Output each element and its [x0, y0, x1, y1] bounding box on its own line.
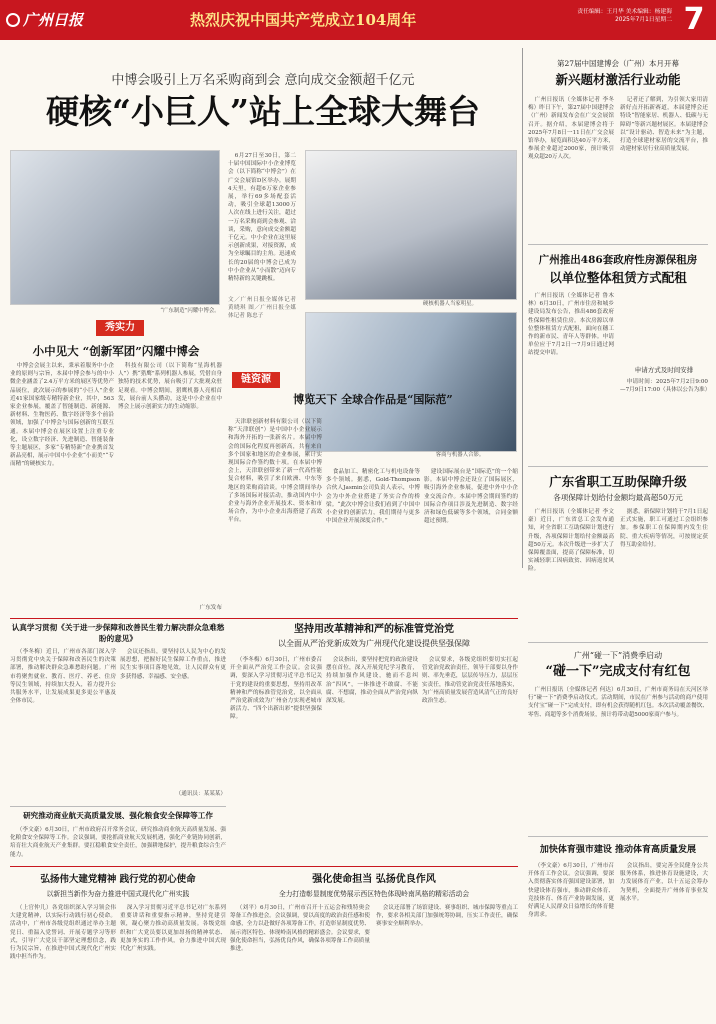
right-b-list-title: 申请方式及时间安排 [634, 366, 694, 374]
section-d-text-3: 会议要求，各级党组织要切实扛起管党治党政治责任，领导干部要以身作则、率先垂范，层层传导压力，层层压实责任，推动管党治党责任落地落实，为广州高质量发展营造风清气正的良好政治生态。 [422, 657, 518, 705]
section-f-title: 弘扬伟大建党精神 践行党的初心使命 [40, 874, 196, 885]
lead-intro [228, 152, 296, 310]
section-h-body-2 [620, 862, 708, 1018]
section-g-title: 强化使命担当 弘扬优良作风 [312, 874, 436, 885]
section-b-text: 天津联创新材料有限公司（以下简称“天津联创”）是中国中小企业展示和海外开拓的一张新名片。本届中博会的国际化程度再创新高，共有来自多个国家和地区的企业参展，累计实现国际合作签约数十项。在本届中博会上，天津联创带来了新一代高性能复合材料，吸引了来自欧洲、中东等地区的采购商洽谈。中博会期间举办了多场国际对接活动，推动国内中小企业与海外企业开展技术、资本和市场合作，为中小企业出海搭建了高效平台。 [228, 419, 322, 524]
lead-kicker: 中博会吸引上万名采购商到会 意向成交金额超千亿元 [111, 73, 415, 88]
right-d-kicker: 广州“碰一下”消费季启动 [573, 651, 663, 660]
section-tag-resources: 链资源 [232, 372, 280, 388]
section-h-text-2: 会议指出，要完善全民健身公共服务体系，推进体育设施建设，大力发展体育产业，以十五运会筹办为契机，全面提升广州体育事业发展水平。 [620, 863, 708, 902]
section-b-body-2 [326, 468, 420, 614]
section-a-text: 中博会会展主以来，秉承着服务中小企业的原则与宗旨，本届中博会参与的中小微企业涵盖了2.4万平方米的展区等优势产品展位，此次展示的参展的“小巨人”企业近41家国家级专精特新企业，其中，563家企业参展，覆盖了智能制造、新能源、新材料、生物医药、数字经济等多个前沿领域，加强了中博会与国际创新的互联互通。本届中博会在展区设置上注重专业化，设立数字经济、先进制造、智能装备等主题展区，多家“专精特新”企业携首发新品亮相，展示中国中小企业“小而美”“专而精”的硬核实力。 [10, 363, 114, 468]
right-a-kicker: 第27届中国建博会（广州）本月开幕 [556, 59, 680, 68]
photo-2-caption: 硬核机器人当家明星。 [423, 301, 477, 307]
right-c-subtitle: 各项保障计划给付金额均最高超50万元 [553, 493, 683, 502]
section-d-body-2 [326, 656, 418, 856]
logo-text: 广州日报 [23, 11, 84, 29]
right-divider-1 [528, 244, 708, 245]
section-g-text: （刘平）6月30日，广州市召开十五运会和残特奥会筹备工作推进会。会议强调，要以高度的政治责任感和使命感，全力以赴做好各项筹备工作，打造彰显制度优势、展示湾区特色、体现岭南风格的精彩盛会。会议要求，要强化使命担当，弘扬优良作风，确保各项筹备工作高质量推进。 [230, 905, 370, 953]
right-d-text: 广州日报讯（全媒体记者 何达）6月30日，广州市商务局在天河区举行“碰一下”消费季启动仪式。活动期间，市民在广州参与活动的商户使用支付宝“碰一下”完成支付，即有机会获得随机红包。本次活动覆盖餐饮、零售、商超等多个消费场景，预计将带动超5000家商户参与。 [528, 687, 708, 718]
section-g-body [230, 904, 370, 1018]
photo-3-caption: 客商与机器人合影。 [435, 452, 485, 458]
banner-title: 热烈庆祝中国共产党成立104周年 [190, 11, 417, 29]
page-number: 7 [683, 2, 705, 37]
right-c-body [528, 508, 614, 618]
right-b-title: 广州推出486套政府性房源保租房 [538, 254, 698, 266]
section-h-text: （李文豪）6月30日，广州市召开体育工作会议。会议强调，要深入贯彻落实体育强国建设部署，加快建设体育强市，推动群众体育、竞技体育、体育产业协调发展，更好满足人民群众日益增长的体育健身需求。 [528, 863, 614, 919]
section-e-body [10, 826, 226, 864]
right-b-list [620, 378, 711, 458]
section-e-title: 研究推动商业航天高质量发展、强化粮食安全保障等工作 [23, 811, 213, 820]
column-divider [522, 48, 523, 568]
right-c-text: 广州日报讯（全媒体记者 李文豪）近日，广东省总工会发布通知，对全省职工互助保障计划进行升级，各项保障计划给付金额最高超50万元。本次升级进一步扩大了保障覆盖面，提高了保障标准，切实减轻职工因病致贫、因病返贫风险。 [528, 509, 614, 573]
right-divider-4 [528, 836, 708, 837]
editor-line: 责任编辑：王月华 美术编辑：杨建海 [577, 9, 672, 15]
lead-intro-text: 6月27日至30日，第二十届中国国际中小企业博览会（以下简称“中博会”）在广交会展馆D区举办。展期4天里，有超6万家企业参展，举行69多场配套活动，吸引全球超13000万人次在线上进行关注，超过一万名采购商到会参观、洽谈，采购，意向成交金额超千亿元。中小企业在这里展示创新成果，对接资源，成为全球瞩目的主角。迅速成长的20届的中博会已成为中小企业从“小而散”迈向专精特新的关键跳板。 [228, 153, 296, 283]
section-a-credit: 广东发布 [199, 605, 222, 611]
photo-1-caption: “广东制造”闪耀中博会。 [160, 308, 220, 314]
section-b-body [228, 418, 322, 614]
section-d-subtitle: 以全面从严治党新成效为广州现代化建设提供坚强保障 [278, 639, 470, 648]
editor-info [560, 8, 672, 32]
right-a-title: 新兴题材激活行业动能 [555, 72, 681, 87]
right-d-title: “碰一下”完成支付有红包 [545, 664, 691, 679]
section-c-body-2 [120, 648, 226, 788]
section-g-body-2 [376, 904, 518, 1018]
lead-headline: 硬核“小巨人”站上全球大舞台 [46, 92, 480, 131]
right-b-body [528, 292, 614, 462]
section-g-text-2: 会议还部署了场馆建设、赛事组织、城市保障等重点工作，要求各相关部门加强统筹协调，压实工作责任，确保赛事安全顺利举办。 [376, 905, 518, 928]
right-divider-3 [528, 642, 708, 643]
section-c-title: 认真学习贯彻《关于进一步保障和改善民生着力解决群众急难愁盼的意见》 [11, 623, 225, 643]
right-a-body [528, 96, 614, 238]
right-a-text-2: 记者还了解到，为引领大家用清新好点开拓新赛道，本届建博会还特设“智能家居、机器人、低碳与无障碍”等新兴题材展区。本届建博会以“设计驱动、智造未来”为主题，打造全球建材家居的交流平台，推动建材家居行业高质量发展。 [620, 97, 708, 153]
section-c-credit: （通讯员：某某某） [175, 791, 226, 797]
right-b-text: 广州日报讯（全媒体记者 鲁木林）6月30日，广州市住房和城乡建设局发布公告，推出486套政府性保障性租赁住房。本次房源以单位整体租赁方式配租，面向在穗工作的新市民、青年人等群体。申请单位应于7月2日一7月9日通过网站提交申请。 [528, 293, 614, 357]
right-b-list-text: 申请时间：2025年7月2日9:00—7月9日17:00（具体以公告为准） [620, 379, 711, 394]
right-c-text-2: 据悉，新保障计划将于7月1日起正式实施，职工可通过工会组织参加。参保职工在保障期内发生住院、重大疾病等情况，可按规定获得互助金给付。 [620, 509, 708, 548]
section-e-text: （李文豪）6月30日，广州市政府召开常务会议，研究推动商业航天高质量发展、强化粮食安全保障等工作。会议强调，要抢抓商业航天发展机遇，强化产业链协同创新，培育壮大商业航天产业集群。要扛稳粮食安全责任，加强耕地保护，提升粮食综合生产能力。 [10, 827, 226, 858]
lead-photo-2 [305, 150, 517, 300]
section-g-subtitle: 全力打造彰显制度优势展示西区特色体现岭南风格的精彩活动会 [278, 890, 470, 898]
section-b-body-3 [424, 468, 518, 614]
section-b-text-2: 食品加工、精密化工与机电设备等多个领域。据悉，Gold-Thompson合伙人Jasmin公司负责人表示，中博会为中外企业搭建了务实合作的桥梁。“此次中博会让我们看到了中国中小企业的创新活力，我们期待与更多中国企业开展深度合作。” [326, 469, 420, 525]
lead-credit: 文／广州日报全媒体记者 黄晓琪 图／广州日报全媒体记者 陈忠子 [228, 297, 296, 320]
section-a-text-2: 科技有限公司（以下简称“星海机器人”）携“猎鹰”系列机器人参展，凭借自身独特的技术优势，展台吸引了大批观众驻足观看。中博会期间，猎鹰机器人亮相首发，展台前人头攒动，这是中小企业在中博会上展示创新实力的生动缩影。 [118, 363, 222, 411]
section-d-text: （李冬梅）6月30日，广州市委召开全面从严治党工作会议。会议强调，要深入学习贯彻习近平总书记关于党的建设的重要思想，坚持用改革精神和严的标准管党治党，以全面从严治党新成效为广州奋力实现老城市新活力、“四个出新出彩”提供坚强保障。 [230, 657, 322, 721]
section-f-text: （上官仲儿）各党组织深入学习领会伟大建党精神，以实际行动践行初心使命。活动中，广州市各级党组织通过举办主题党日、重温入党誓词、开展专题学习等形式，引导广大党员干部坚定理想信念，践行为民宗旨，在推进中国式现代化广州实践中担当作为。 [10, 905, 116, 961]
section-d-body [230, 656, 322, 856]
section-b-text-3: 建设国际展台是“国际范”的一个缩影。本届中博会还设立了国际展区，吸引海外企业参展，促进中外中小企业交流合作。本届中博会期间签约的国际合作项目涉及先进制造、数字经济和绿色低碳等多个领域，合同金额超过预期。 [424, 469, 518, 525]
right-b-subtitle: 以单位整体租赁方式配租 [549, 270, 687, 285]
right-c-body-2 [620, 508, 708, 618]
right-d-body [528, 686, 708, 832]
logo-emblem-icon [6, 13, 20, 27]
section-f-body [10, 904, 116, 1018]
lead-photo-1 [10, 150, 220, 305]
section-tag-strength: 秀实力 [96, 320, 144, 336]
section-h-body [528, 862, 614, 1018]
date-line: 2025年7月1日星期二 [615, 17, 672, 23]
section-d-text-2: 会议指出，要坚持把党的政治建设摆在首位，深入开展党纪学习教育，持续加强作风建设，驰而不息纠治“四风”，一体推进不敢腐、不能腐、不想腐，推动全面从严治党向纵深发展。 [326, 657, 418, 705]
section-d-body-3 [422, 656, 518, 856]
section-h-title: 加快体育强市建设 推动体育高质量发展 [539, 845, 697, 855]
section-f-body-2 [120, 904, 226, 1018]
section-a-body [10, 362, 114, 610]
mid-bottom-rule [10, 866, 518, 867]
lead-bottom-rule [10, 618, 518, 619]
right-c-title: 广东省职工互助保障升级 [549, 474, 687, 489]
section-b-title: 博览天下 全球合作品是“国际范” [293, 393, 453, 406]
right-divider-2 [528, 466, 708, 467]
lead-photo-3 [305, 312, 517, 452]
newspaper-logo [6, 7, 110, 33]
section-a-title: 小中见大 “创新军团”闪耀中博会 [32, 344, 200, 358]
section-c-text: （李冬梅）近日，广州市各部门深入学习贯彻党中央关于保障和改善民生的决策部署，推动解决群众急难愁盼问题。广州市将聚焦就业、教育、医疗、养老、住房等民生领域，持续加大投入，着力提升公共服务水平，让发展成果更多更公平惠及全体市民。 [10, 649, 116, 705]
left-divider-1 [10, 806, 226, 807]
right-a-text: 广州日报讯（全媒体记者 李冬梅）昨日下午，第27届中国建博会（广州）新闻发布会在广交会展馆召开。据介绍，本届建博会将于2025年7月8日一11日在广交会展馆举办，展览面积达40万平方米，参展企业超过2000家，预计吸引观众超20万人次。 [528, 97, 614, 161]
section-f-subtitle: 以新担当新作为奋力推进中国式现代化广州实践 [46, 890, 190, 898]
section-c-text-2: 会议还指出，要坚持以人民为中心的发展思想，把握好民生保障工作重点，推进民生实事项目落地见效，让人民群众有更多获得感、幸福感、安全感。 [120, 649, 226, 680]
section-a-body-2 [118, 362, 222, 602]
section-c-body [10, 648, 116, 800]
section-f-text-2: 深入学习贯彻习近平总书记对广东系列重要讲话和重要指示精神，坚持党建引领，凝心聚力推动高质量发展。各级党组织和广大党员要以更加昂扬的精神状态、更加务实的工作作风，奋力推进中国式现代化广州实践。 [120, 905, 226, 953]
right-a-body-2 [620, 96, 708, 238]
section-d-title: 坚持用改革精神和严的标准管党治党 [294, 624, 454, 635]
